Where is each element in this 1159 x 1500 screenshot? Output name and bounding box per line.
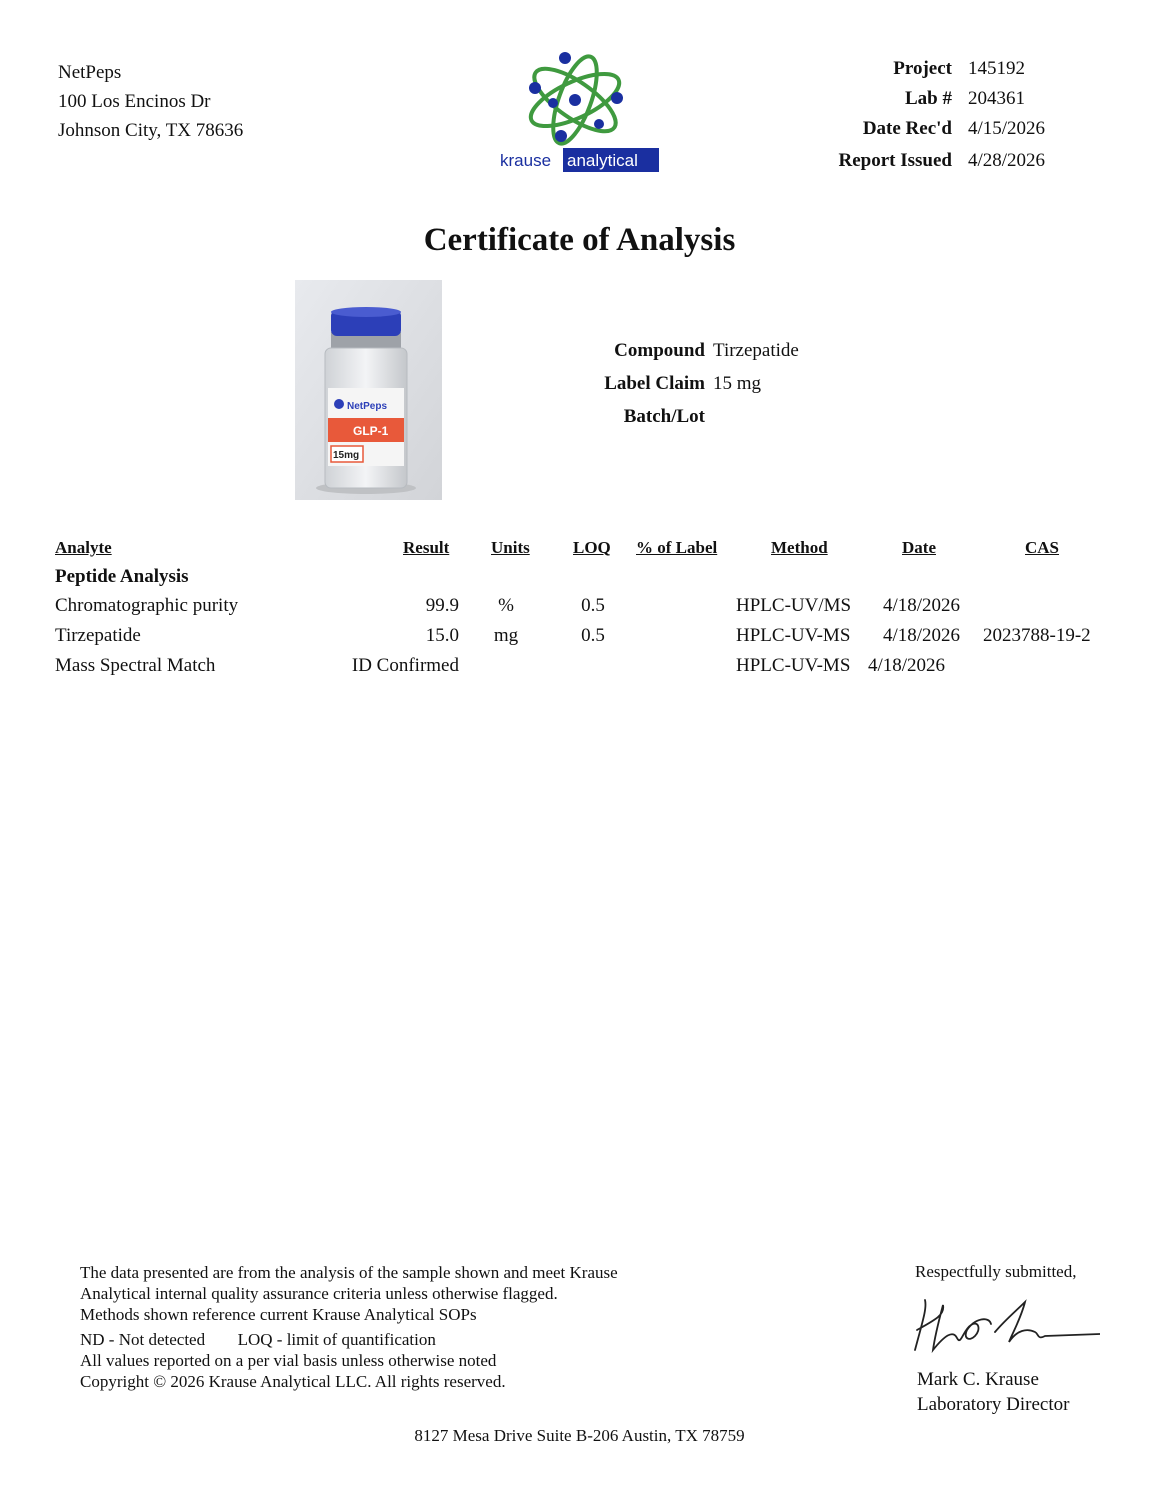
meta-label: Report Issued [838, 150, 952, 171]
table-cell-method: HPLC-UV-MS [736, 625, 851, 646]
sample-label: Label Claim [604, 373, 705, 394]
lab-address: 8127 Mesa Drive Suite B-206 Austin, TX 78759 [414, 1426, 745, 1445]
client-city: Johnson City, TX 78636 [58, 120, 244, 141]
sample-info [560, 340, 913, 439]
col-header-units: Units [491, 538, 530, 557]
footer-line: The data presented are from the analysis of the sample shown and meet Krause [80, 1263, 618, 1282]
footer-line: Methods shown reference current Krause Analytical SOPs [80, 1305, 477, 1324]
table-cell-method: HPLC-UV/MS [736, 595, 852, 616]
client-name: NetPeps [58, 62, 122, 83]
meta-label: Date Rec'd [862, 118, 952, 139]
table-cell-analyte: Chromatographic purity [55, 595, 239, 616]
footer-notes [80, 1262, 618, 1392]
sample-vial-image [295, 280, 442, 500]
meta-row-project [772, 58, 1054, 88]
logo-word-krause: krause [500, 151, 552, 170]
vial-brand: NetPeps [347, 401, 388, 412]
col-header-pct-label: % of Label [636, 538, 718, 557]
table-cell-analyte: Tirzepatide [55, 625, 141, 646]
client-address [58, 58, 243, 145]
meta-value: 204361 [968, 88, 1025, 109]
col-header-cas: CAS [1025, 538, 1060, 557]
sample-label: Compound [614, 340, 705, 361]
meta-label: Project [893, 58, 952, 79]
col-header-date: Date [902, 538, 936, 557]
table-cell-date: 4/18/2026 [883, 625, 961, 646]
signer-name: Mark C. Krause [917, 1369, 1039, 1390]
legend-loq: LOQ - limit of quantification [237, 1330, 436, 1349]
footer-line: Analytical internal quality assurance criteria unless otherwise flagged. [80, 1284, 558, 1303]
sample-value: 15 mg [713, 373, 762, 394]
krause-analytical-logo [495, 48, 665, 180]
signer-title: Laboratory Director [917, 1394, 1070, 1415]
sample-row-compound [560, 340, 913, 373]
col-header-analyte: Analyte [55, 538, 112, 557]
meta-value: 145192 [968, 58, 1025, 79]
table-cell-result: 15.0 [425, 625, 459, 646]
table-cell-analyte: Mass Spectral Match [55, 655, 216, 676]
logo-word-analytical: analytical [567, 151, 638, 170]
table-cell-units: mg [493, 625, 519, 646]
brand-logo-icon [334, 399, 344, 409]
footer-basis: All values reported on a per vial basis unless otherwise noted [80, 1351, 497, 1370]
table-cell-result: 99.9 [425, 595, 459, 616]
meta-value: 4/28/2026 [968, 150, 1046, 171]
table-cell-cas: 2023788-19-2 [983, 625, 1091, 646]
vial-product: GLP-1 [353, 424, 389, 438]
signer [917, 1367, 1069, 1417]
atom-icon [524, 51, 626, 148]
sample-row-batch-lot [560, 406, 913, 439]
meta-row-lab [772, 88, 1054, 118]
sample-row-label-claim [560, 373, 913, 406]
meta-row-date-recd [772, 118, 1054, 148]
vial-dose: 15mg [333, 450, 360, 461]
report-meta [772, 58, 1054, 182]
meta-value: 4/15/2026 [968, 118, 1046, 139]
client-street: 100 Los Encinos Dr [58, 91, 211, 112]
table-cell-loq: 0.5 [581, 595, 605, 616]
legend-nd: ND - Not detected [80, 1330, 206, 1349]
signature-intro: Respectfully submitted, [915, 1262, 1077, 1281]
footer-copyright: Copyright © 2026 Krause Analytical LLC. All rights reserved. [80, 1372, 506, 1391]
sample-label: Batch/Lot [623, 406, 705, 427]
handwritten-signature [905, 1290, 1100, 1365]
table-cell-date: 4/18/2026 [883, 595, 961, 616]
meta-row-report-issued [772, 150, 1054, 182]
table-cell-method: HPLC-UV-MS [736, 655, 851, 676]
sample-value: Tirzepatide [713, 340, 799, 361]
section-title: Peptide Analysis [55, 566, 189, 587]
meta-label: Lab # [905, 88, 952, 109]
table-cell-result: ID Confirmed [351, 655, 459, 676]
table-cell-date: 4/18/2026 [868, 655, 946, 676]
table-cell-loq: 0.5 [581, 625, 605, 646]
col-header-result: Result [403, 538, 450, 557]
col-header-method: Method [771, 538, 828, 557]
page-title: Certificate of Analysis [423, 222, 736, 258]
col-header-loq: LOQ [573, 538, 611, 557]
table-cell-units: % [498, 595, 514, 616]
footer-legend [80, 1329, 618, 1350]
